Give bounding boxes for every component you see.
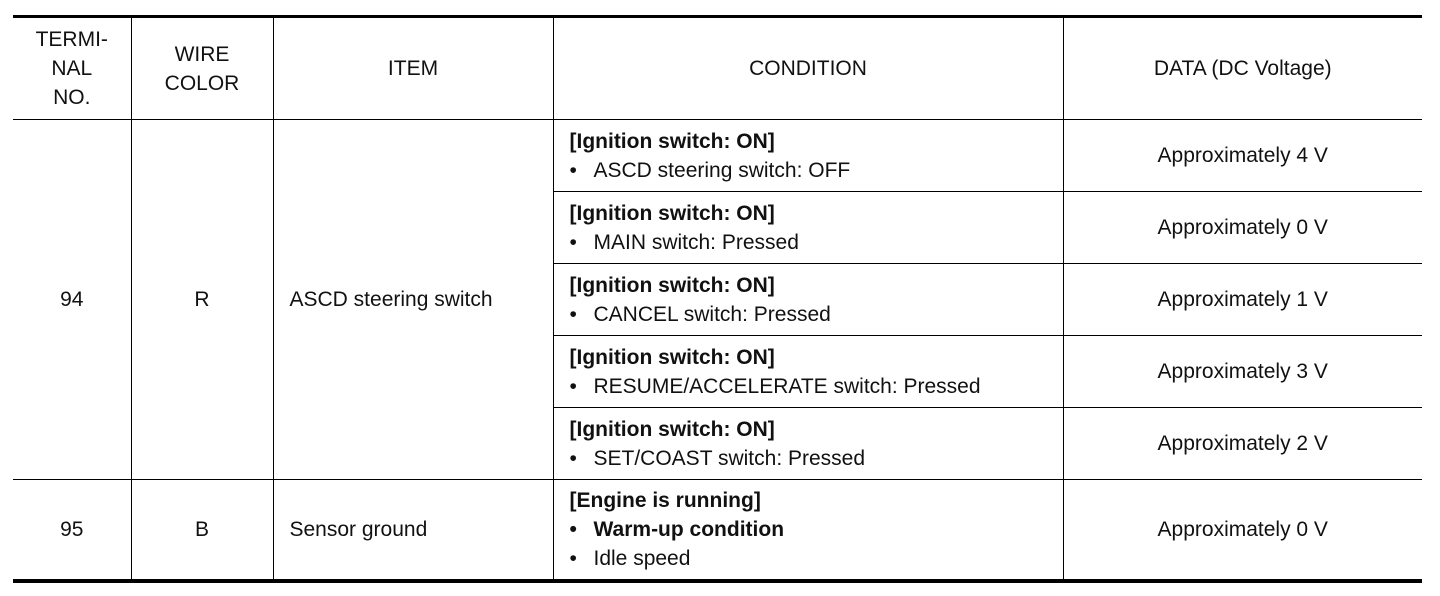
condition-cell xyxy=(553,480,1063,582)
table-row xyxy=(13,120,1422,192)
condition-title: [Engine is running] xyxy=(569,489,761,512)
data-cell: Approximately 1 V xyxy=(1063,264,1422,336)
data-cell: Approximately 0 V xyxy=(1063,480,1422,582)
header-row xyxy=(13,17,1422,120)
condition-cell xyxy=(553,408,1063,480)
condition-title: [Ignition switch: ON] xyxy=(569,417,775,441)
wire-color-cell: B xyxy=(131,480,273,582)
condition-bullet xyxy=(570,515,1053,544)
condition-bullet xyxy=(570,444,1053,473)
header-terminal-line-3: NO. xyxy=(53,86,91,109)
condition-bullet xyxy=(570,300,1053,329)
condition-cell xyxy=(553,264,1063,336)
wire-color-cell: R xyxy=(131,120,273,480)
bullet-mark: • xyxy=(569,518,577,541)
terminal-no-cell: 95 xyxy=(13,480,131,582)
header-wire-line-1: WIRE xyxy=(174,42,230,66)
header-terminal-line-2: NAL xyxy=(51,57,93,80)
terminal-no-cell: 94 xyxy=(13,120,131,480)
header-item: ITEM xyxy=(273,17,553,120)
condition-title: [Ignition switch: ON] xyxy=(569,345,775,369)
terminal-table-container xyxy=(13,15,1422,583)
data-cell: Approximately 4 V xyxy=(1063,120,1422,192)
header-terminal-line-1: TERMI- xyxy=(35,28,108,51)
bullet-mark: • xyxy=(569,446,577,470)
bullet-mark: • xyxy=(569,302,577,326)
bullet-mark: • xyxy=(569,158,577,182)
condition-bullet-text: Warm-up condition xyxy=(593,518,785,541)
condition-bullet-text: ASCD steering switch: OFF xyxy=(593,158,851,182)
condition-bullet-text: Idle speed xyxy=(593,547,691,570)
condition-title: [Ignition switch: ON] xyxy=(569,129,775,153)
condition-cell xyxy=(553,192,1063,264)
condition-bullet xyxy=(570,544,1053,573)
data-cell: Approximately 0 V xyxy=(1063,192,1422,264)
bullet-mark: • xyxy=(569,547,577,570)
condition-bullet-text: SET/COAST switch: Pressed xyxy=(593,446,866,470)
data-cell: Approximately 3 V xyxy=(1063,336,1422,408)
condition-cell xyxy=(553,336,1063,408)
bullet-mark: • xyxy=(569,374,577,398)
header-data: DATA (DC Voltage) xyxy=(1063,17,1422,120)
data-cell: Approximately 2 V xyxy=(1063,408,1422,480)
header-terminal-no xyxy=(13,17,131,120)
condition-title: [Ignition switch: ON] xyxy=(569,273,775,297)
condition-bullet-text: MAIN switch: Pressed xyxy=(593,230,799,254)
item-cell: ASCD steering switch xyxy=(273,120,553,480)
condition-bullet xyxy=(570,228,1053,257)
condition-bullet-text: CANCEL switch: Pressed xyxy=(593,302,831,326)
terminal-data-table xyxy=(13,15,1422,583)
condition-bullet-text: RESUME/ACCELERATE switch: Pressed xyxy=(593,374,981,398)
item-cell: Sensor ground xyxy=(273,480,553,582)
condition-cell xyxy=(553,120,1063,192)
bullet-mark: • xyxy=(569,230,577,254)
header-condition: CONDITION xyxy=(553,17,1063,120)
table-row xyxy=(13,480,1422,582)
condition-bullet xyxy=(570,372,1053,401)
header-wire-line-2: COLOR xyxy=(164,71,240,95)
header-wire-color xyxy=(131,17,273,120)
condition-bullet xyxy=(570,156,1053,185)
condition-title: [Ignition switch: ON] xyxy=(569,201,775,225)
